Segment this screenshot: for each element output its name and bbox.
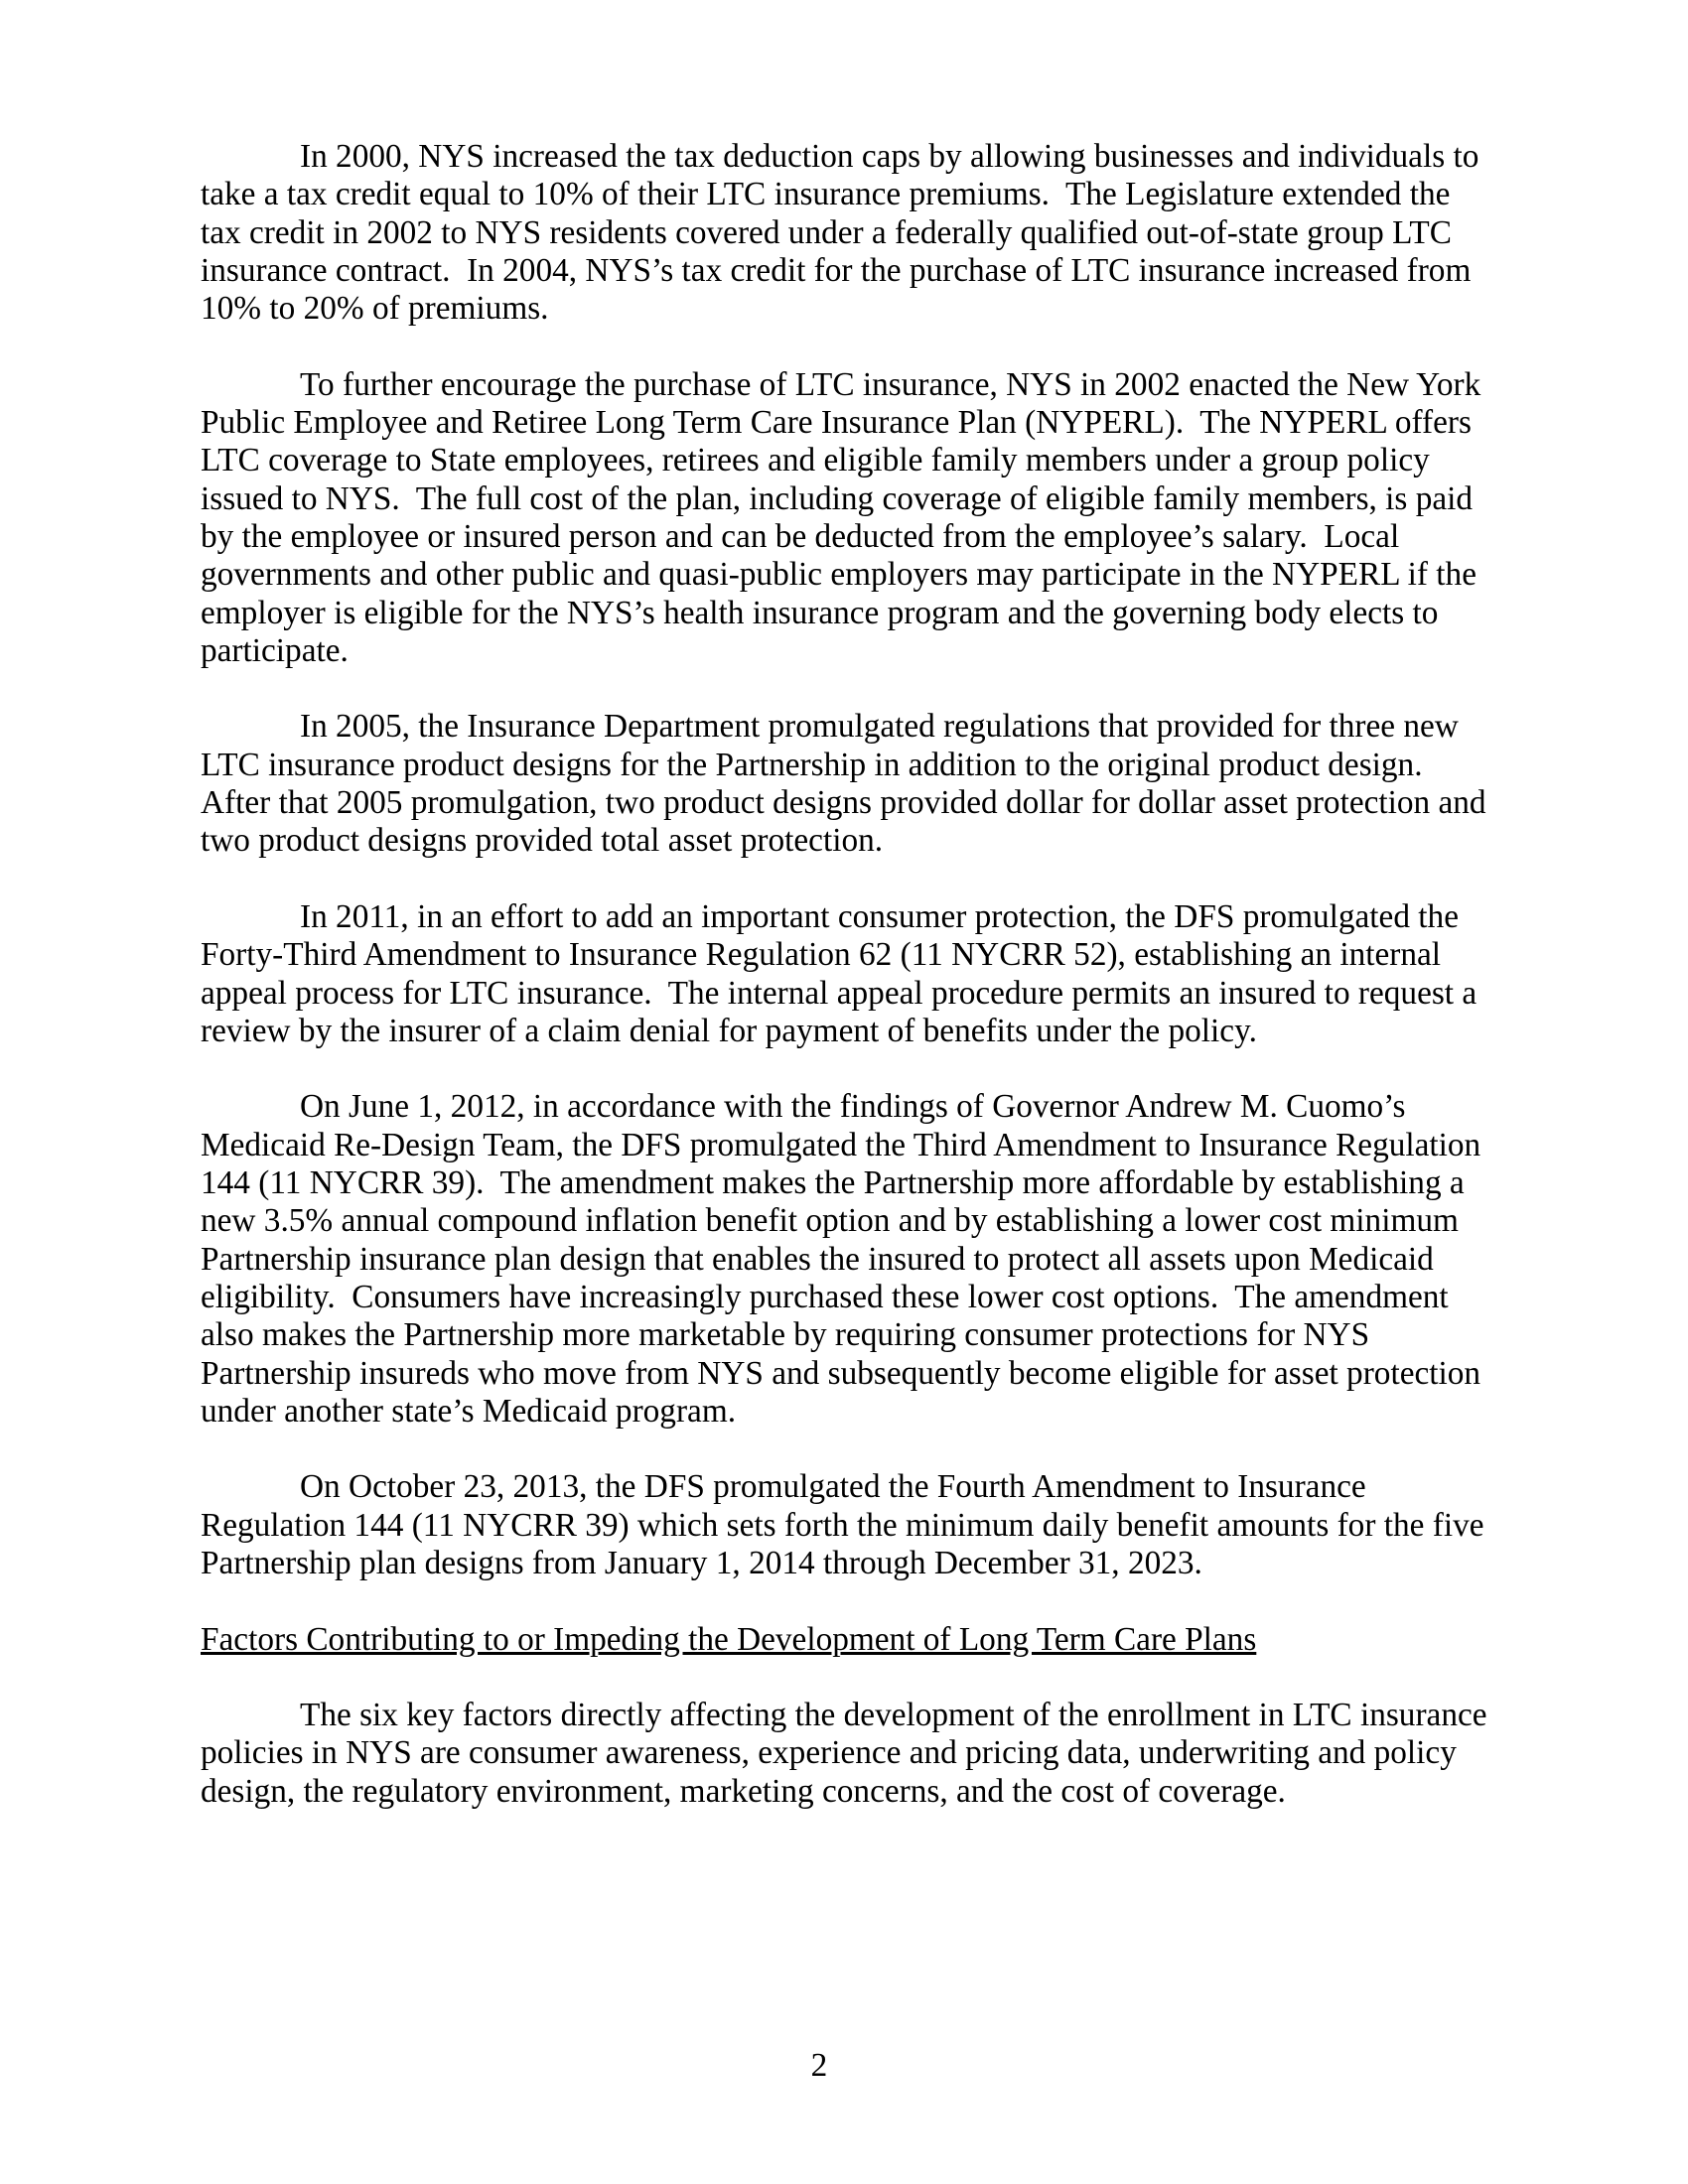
paragraph-nyperl-plan: To further encourage the purchase of LTC insurance, NYS in 2002 enacted the New York Public Employee and Retiree Long Term Care Insurance Plan (NYPERL). The NYPERL offers LTC coverage to State employees, retirees and eligible family members under a group policy issued to NYS. The full cost of the plan, including coverage of eligible family members, is paid by the employee or insured person and can be deducted from the employee’s salary. Local governments and other public and quasi-public employers may participate in the NYPERL if the employer is eligible for the NYS’s health insurance program and the governing body elects to participate.: [201, 365, 1481, 669]
paragraph-2012-third-amendment: On June 1, 2012, in accordance with the findings of Governor Andrew M. Cuomo’s Medicaid Re-Design Team, the DFS promulgated the Third Amendment to Insurance Regulation 144 (11 NYCRR 39). The amendment makes the Partnership more affordable by establishing a new 3.5% annual compound inflation benefit option and by establishing a lower cost minimum Partnership insurance plan design that enables the insured to protect all assets upon Medicaid eligibility. Consumers have increasingly purchased these lower cost options. The amendment also makes the Partnership more marketable by requiring consumer protections for NYS Partnership insureds who move from NYS and subsequently become eligible for asset protection under another state’s Medicaid program.: [201, 1088, 1481, 1430]
page-number: 2: [810, 2047, 828, 2084]
page-body: [201, 138, 1487, 1848]
paragraph-six-key-factors: The six key factors directly affecting the development of the enrollment in LTC insurance policies in NYS are consumer awareness, experience and pricing data, underwriting and policy design, the regulatory environment, marketing concerns, and the cost of coverage.: [201, 1697, 1487, 1810]
paragraph-2013-fourth-amendment: On October 23, 2013, the DFS promulgated the Fourth Amendment to Insurance Regulation 144 (11 NYCRR 39) which sets forth the minimum daily benefit amounts for the five Partnership plan designs from January 1, 2014 through December 31, 2023.: [201, 1468, 1484, 1581]
paragraph-2005-regulations: In 2005, the Insurance Department promulgated regulations that provided for three new LTC insurance product designs for the Partnership in addition to the original product design. After that 2005 promulgation, two product designs provided dollar for dollar asset protection and two product designs provided total asset protection.: [201, 708, 1486, 860]
paragraph-tax-credit-history: In 2000, NYS increased the tax deduction caps by allowing businesses and individuals to take a tax credit equal to 10% of their LTC insurance premiums. The Legislature extended the tax credit in 2002 to NYS residents covered under a federally qualified out-of-state group LTC insurance contract. In 2004, NYS’s tax credit for the purchase of LTC insurance increased from 10% to 20% of premiums.: [201, 138, 1479, 328]
paragraph-2011-forty-third-amendment: In 2011, in an effort to add an important consumer protection, the DFS promulgated the Forty-Third Amendment to Insurance Regulation 62 (11 NYCRR 52), establishing an internal appeal process for LTC insurance. The internal appeal procedure permits an insured to request a review by the insurer of a claim denial for payment of benefits under the policy.: [201, 897, 1477, 1049]
section-heading: Factors Contributing to or Impeding the Development of Long Term Care Plans: [201, 1620, 1257, 1658]
